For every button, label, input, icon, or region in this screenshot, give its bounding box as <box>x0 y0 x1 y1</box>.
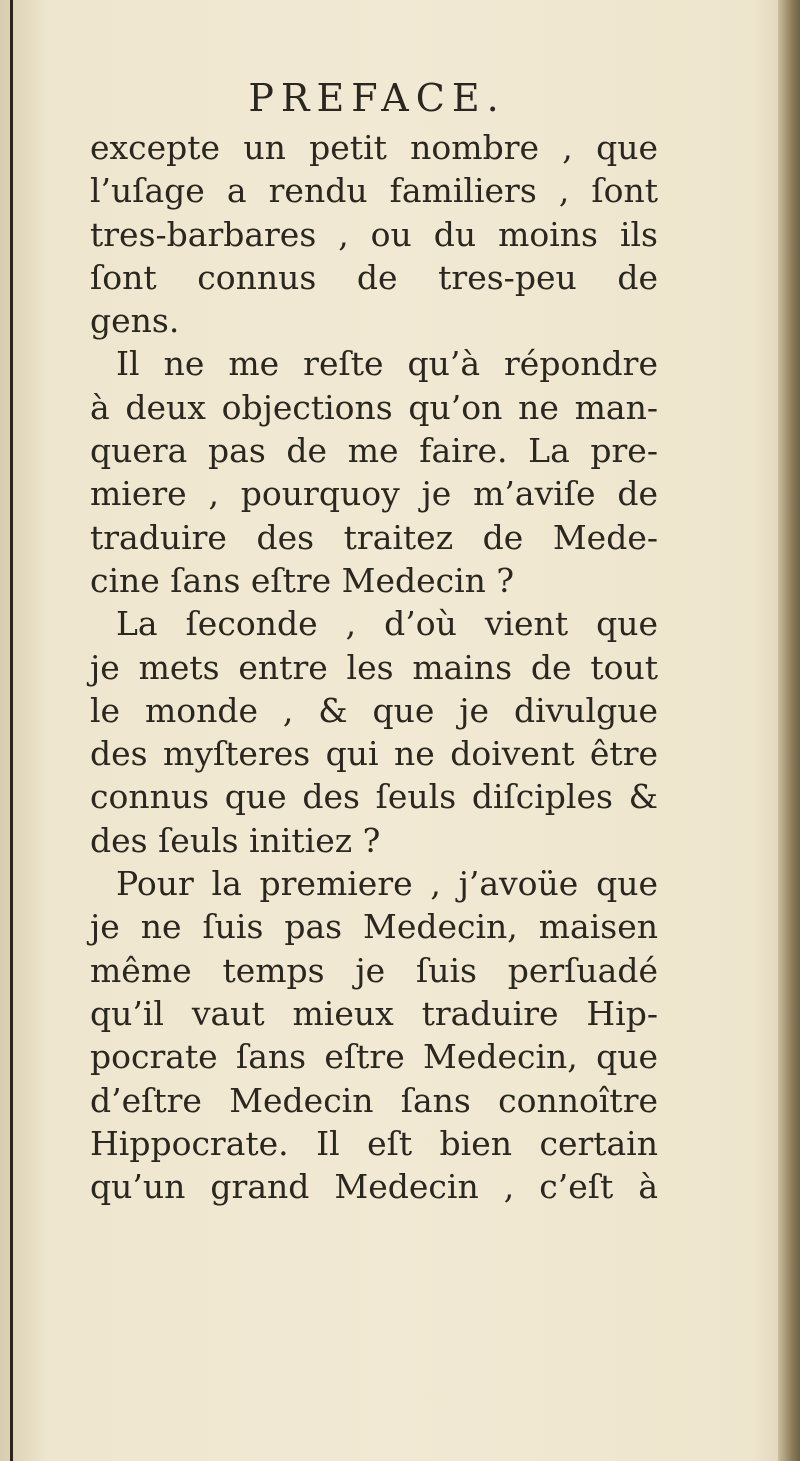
text-line: qu’un grand Medecin , c’eſt à <box>90 1167 658 1207</box>
text-line: Il ne me reſte qu’à répondre <box>116 344 658 384</box>
page-fore-edge <box>778 0 800 1461</box>
text-line: Pour la premiere , j’avoüe que <box>116 864 658 904</box>
text-line: gens. <box>90 301 180 341</box>
text-line: miere , pourquoy je m’aviſe de <box>90 474 658 514</box>
body-text <box>90 126 658 1208</box>
text-line: je ne ſuis pas Medecin, maisen <box>90 907 658 947</box>
text-line: à deux objections qu’on ne man- <box>90 387 658 427</box>
text-line: le monde , & que je divulgue <box>90 690 658 730</box>
text-line: qu’il vaut mieux traduire Hip- <box>90 993 658 1033</box>
text-line: La ſeconde , d’où vient que <box>116 604 658 644</box>
text-line: tres-barbares , ou du moins ils <box>90 214 658 254</box>
text-line: pocrate ſans eſtre Medecin, que <box>90 1037 658 1077</box>
page-gutter-edge <box>10 0 13 1461</box>
text-line: ſont connus de tres-peu de <box>90 257 658 297</box>
text-line: des myſteres qui ne doivent être <box>90 734 658 774</box>
running-head: PREFACE. <box>248 76 506 120</box>
text-line: excepte un petit nombre , que <box>90 128 658 167</box>
text-line: je mets entre les mains de tout <box>90 647 658 687</box>
text-line: cine ſans eſtre Medecin ? <box>90 560 515 600</box>
text-line: l’uſage a rendu familiers , ſont <box>90 171 658 211</box>
text-line: Hippocrate. Il eſt bien certain <box>90 1123 658 1163</box>
text-block <box>90 70 658 1208</box>
text-line: quera pas de me faire. La pre- <box>90 431 658 471</box>
text-line: même temps je ſuis perſuadé <box>90 950 658 990</box>
text-line: traduire des traitez de Mede- <box>90 517 658 557</box>
text-line: des ſeuls initiez ? <box>90 820 381 860</box>
text-line: connus que des ſeuls diſciples & <box>90 777 658 817</box>
text-line: d’eſtre Medecin ſans connoître <box>90 1080 658 1120</box>
